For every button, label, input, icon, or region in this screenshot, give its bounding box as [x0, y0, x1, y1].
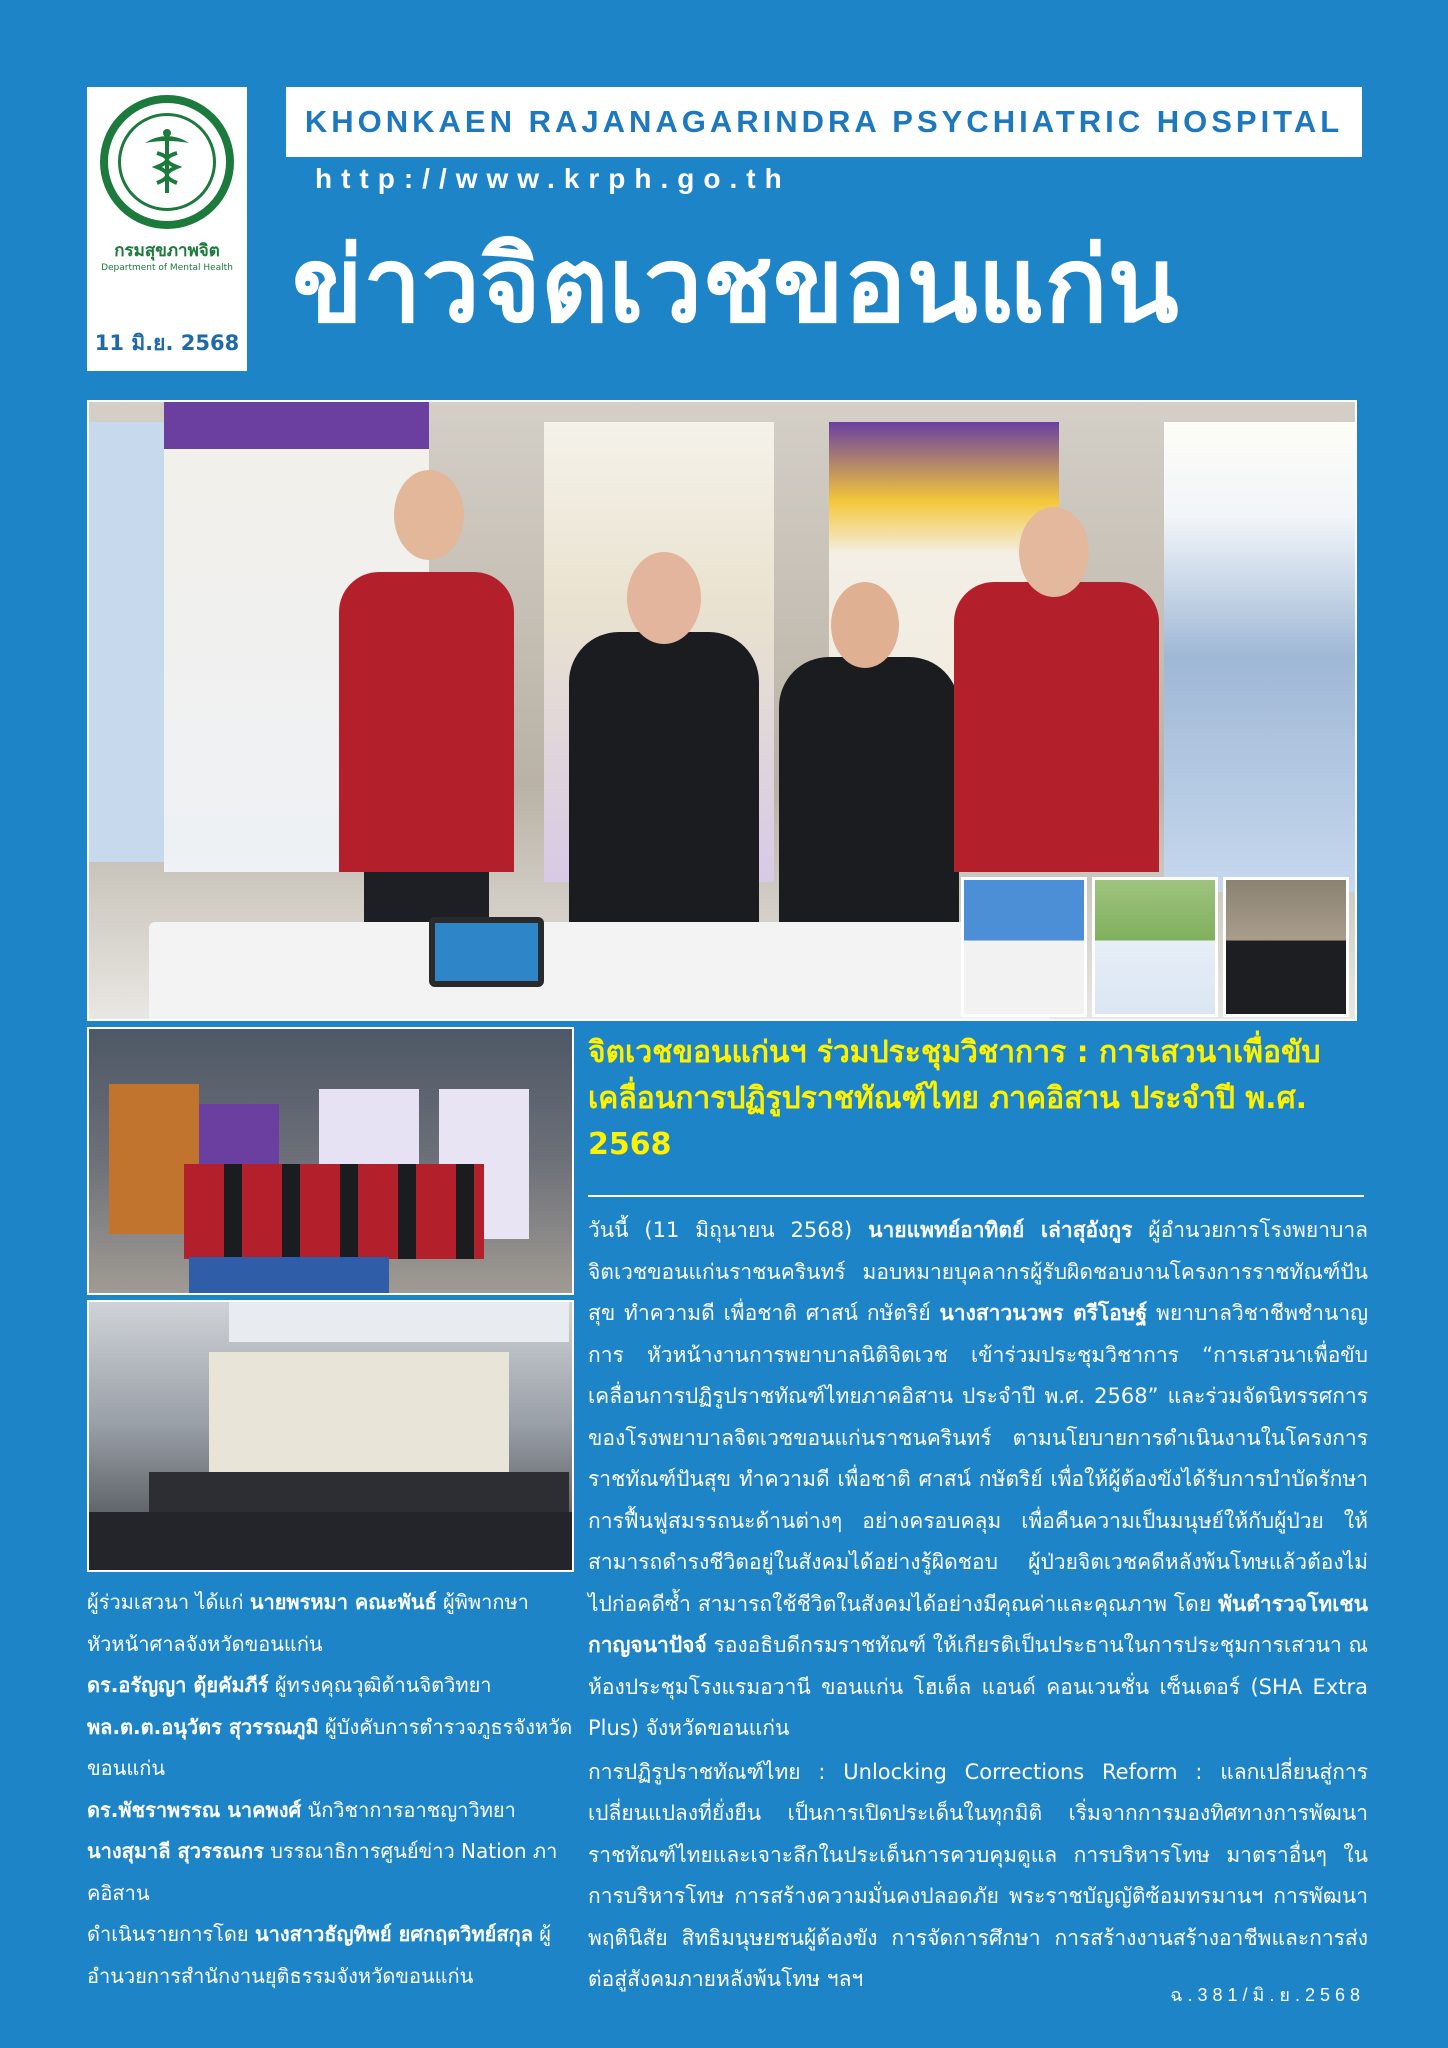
portrait-director — [961, 877, 1087, 1017]
article-paragraph-1: วันนี้ (11 มิถุนายน 2568) นายแพทย์อาทิตย์ เล่าสุอังกูร ผู้อำนวยการโรงพยาบาลจิตเวชขอนแก่นราชนครินทร์ มอบหมายบุคลากรผู้รับผิดชอบงานโครงการราชทัณฑ์ปันสุข ทำความดี เพื่อชาติ ศาสน์ กษัตริย์ นางสาวนวพร ตรีโอษฐ์ พยาบาลวิชาชีพชำนาญการ หัวหน้างานการพยาบาลนิติจิตเวช เข้าร่วมประชุมวิชาการ “การเสวนาเพื่อขับเคลื่อนการปฏิรูปราชทัณฑ์ไทยภาคอิสาน ประจำปี พ.ศ. 2568” และร่วมจัดนิทรรศการของโรงพยาบาลจิตเวชขอนแก่นราชนครินทร์ ตามนโยบายการดำเนินงานในโครงการราชทัณฑ์ปันสุข ทำความดี เพื่อชาติ ศาสน์ กษัตริย์ เพื่อให้ผู้ต้องขังได้รับการบำบัดรักษา การฟื้นฟูสมรรถนะด้านต่างๆ อย่างครอบคลุม เพื่อคืนความเป็นมนุษย์ให้กับผู้ป่วย ให้สามารถดำรงชีวิตอยู่ในสังคมได้อย่างรู้ผิดชอบ ผู้ป่วยจิตเวชคดีหลังพ้นโทษแล้วต้องไม่ไปก่อคดีซ้ำ สามารถใช้ชีวิตในสังคมได้อย่างมีคุณค่าและคุณภาพ โดย พันตำรวจโทเชน กาญจนาปัจจ์ รองอธิบดีกรมราชทัณฑ์ ให้เกียรติเป็นประธานในการประชุมการเสวนา ณ ห้องประชุมโรงแรมอวานี ขอนแก่น โฮเต็ล แอนด์ คอนเวนชั่น เซ็นเตอร์ (SHA Extra Plus) จังหวัดขอนแก่น — [588, 1218, 1369, 1740]
director-name: นายแพทย์อาทิตย์ เล่าสุอังกูร — [868, 1218, 1133, 1242]
department-name-thai: กรมสุขภาพจิต — [114, 241, 220, 261]
article-paragraph-2: การปฏิรูปราชทัณฑ์ไทย : Unlocking Corrections Reform : แลกเปลี่ยนสู่การเปลี่ยนแปลงที่ยั่งยืน เป็นการเปิดประเด็นในทุกมิติ เริ่มจากการมองทิศทางการพัฒนาราชทัณฑ์ไทยและเจาะลึกในประเด็นการควบคุมดูแล การบริหารโทษ มาตราอื่นๆ ในการบริหารโทษ การสร้างความมั่นคงปลอดภัย พระราชบัญญัติซ้อมทรมานฯ การพัฒนาพฤตินิสัย สิทธิมนุษยชนผู้ต้องขัง การจัดการศึกษา การสร้างงานสร้างอาชีพและการส่งต่อสู่สังคมภายหลังพ้นโทษ ฯลฯ — [588, 1759, 1368, 1991]
participant-item: ผู้ร่วมเสวนา ได้แก่ นายพรหมา คณะพันธ์ ผู้พิพากษาหัวหน้าศาลจังหวัดขอนแก่น — [87, 1590, 529, 1656]
chairperson-name: พันตำรวจโทเชน กาญจนาปัจจ์ — [588, 1591, 1368, 1657]
hospital-name-banner: KHONKAEN RAJANAGARINDRA PSYCHIATRIC HOSPITAL — [286, 87, 1362, 157]
moderator-item: ดำเนินรายการโดย นางสาวธัญทิพย์ ยศกฤตวิทย์สกุล ผู้อำนวยการสำนักงานยุติธรรมจังหวัดขอนแก่น — [87, 1922, 552, 1988]
nurse-name: นางสาวนวพร ตรีโอษฐ์ — [939, 1301, 1148, 1325]
participant-item: ดร.อรัญญา ตุ้ยคัมภีร์ ผู้ทรงคุณวุฒิด้านจิตวิทยา — [87, 1673, 492, 1697]
document-number: ฉ.381/มิ.ย.2568 — [1170, 1985, 1365, 2005]
participants-list — [87, 1582, 582, 1997]
article-body — [588, 1210, 1368, 2003]
portrait-deputy-director-general — [1223, 877, 1349, 1017]
exhibition-booth-photo — [87, 1027, 574, 1295]
headline-divider — [588, 1195, 1364, 1197]
participant-item: ดร.พัชราพรรณ นาคพงศ์ นักวิชาการอาชญาวิทยา — [87, 1797, 516, 1822]
portrait-nurse-staff — [1092, 877, 1218, 1017]
department-name-english: Department of Mental Health — [101, 263, 233, 273]
participant-item: พล.ต.ต.อนุวัตร สุวรรณภูมิ ผู้บังคับการตำรวจภูธรจังหวัดขอนแก่น — [87, 1714, 573, 1780]
website-url: http://www.krph.go.th — [315, 163, 791, 194]
main-exhibition-photo — [87, 400, 1357, 1021]
issue-date: 11 มิ.ย. 2568 — [94, 331, 240, 355]
participant-item: นางสุมาลี สุวรรณกร บรรณาธิการศูนย์ข่าว Nation ภาคอิสาน — [87, 1839, 558, 1905]
masthead-title: ข่าวจิตเวชขอนแก่น — [292, 224, 1179, 346]
panel-discussion-photo — [87, 1300, 574, 1572]
ministry-seal-icon — [100, 95, 234, 229]
article-headline: จิตเวชขอนแก่นฯ ร่วมประชุมวิชาการ : การเสวนาเพื่อขับเคลื่อนการปฏิรูปราชทัณฑ์ไทย ภาคอิสาน ประจำปี พ.ศ. 2568 — [588, 1035, 1321, 1162]
logo-box — [87, 87, 247, 371]
